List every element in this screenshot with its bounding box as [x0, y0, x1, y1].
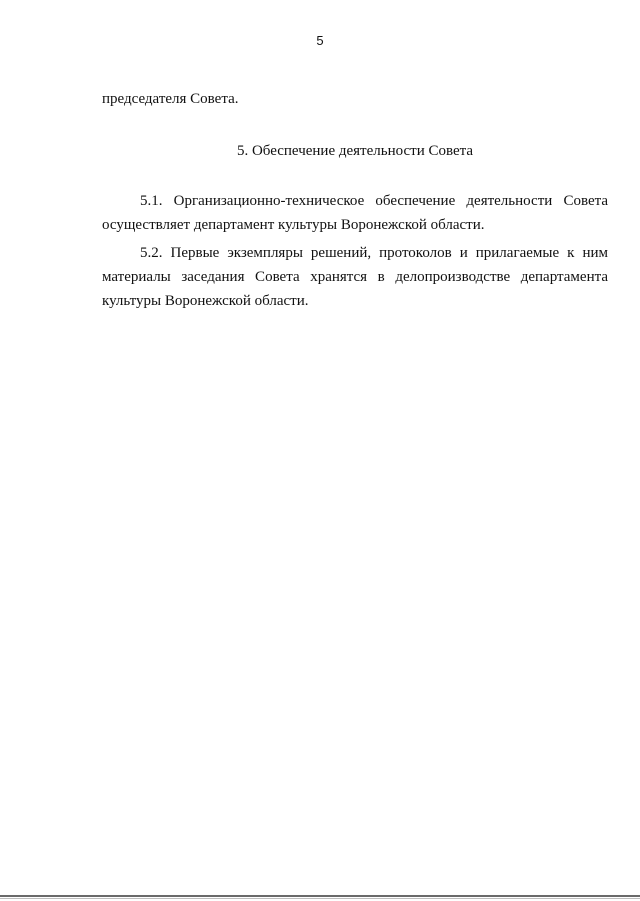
page-number: 5: [316, 33, 324, 48]
paragraph-5-1: [102, 191, 608, 239]
scan-edge-rule-shadow: [0, 898, 640, 899]
section-heading: 5. Обеспечение деятельности Совета: [236, 143, 474, 159]
paragraph-5-2: [102, 243, 608, 315]
paragraph-line: 5.2. Первые экземпляры решений, протоколов и прилагаемые к ним: [140, 245, 608, 261]
paragraph-line: культуры Воронежской области.: [102, 293, 309, 309]
continuation-text: председателя Совета.: [102, 91, 239, 107]
paragraph-line: материалы заседания Совета хранятся в делопроизводстве департамента: [102, 269, 608, 285]
paragraph-line: 5.1. Организационно-техническое обеспечение деятельности Совета: [140, 193, 608, 209]
scan-edge-rule: [0, 895, 640, 897]
paragraph-line: осуществляет департамент культуры Воронежской области.: [102, 217, 485, 233]
